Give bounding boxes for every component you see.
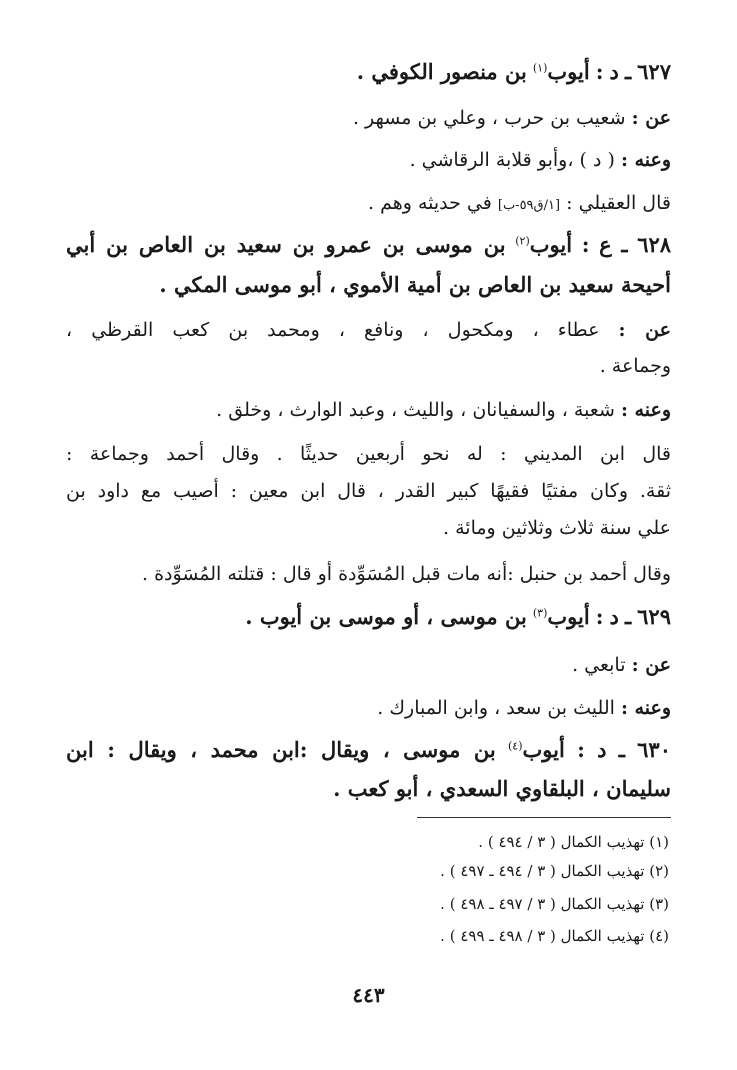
entry-628-wanhu: وعنه : شعبة ، والسفيانان ، والليث ، وعبد الوارث ، وخلق .	[216, 399, 671, 421]
footnote-2: (٢) تهذيب الكمال ( ٣ / ٤٩٤ ـ ٤٩٧ ) .	[440, 862, 669, 880]
entry-rest: بن موسى ، أو موسى بن أيوب .	[245, 604, 527, 629]
manuscript-ref: [١/ق٥٩-ب]	[497, 198, 561, 213]
entry-628-qala-2: ثقة. وكان مفتيًا فقيهًا كبير القدر ، قال ابن معين : أصيب مع داود بن	[66, 480, 671, 502]
entry-code: ع	[599, 232, 612, 257]
entry-heading-628: ٦٢٨ ـ ع : أيوب$^{(٢)}$ بن موسى بن عمرو بن سعيد بن العاص بن أبي	[66, 232, 672, 257]
footnote-ref: (٤)	[507, 739, 523, 753]
entry-629-an: عن : تابعي .	[572, 654, 671, 676]
entry-heading-629: ٦٢٩ ـ د : أيوب$^{(٣)}$ بن موسى ، أو موسى بن أيوب .	[245, 604, 671, 629]
entry-number: ٦٢٩	[637, 604, 671, 629]
entry-628-qala-1: قال ابن المديني : له نحو أربعين حديثًا . وقال أحمد وجماعة :	[66, 443, 671, 465]
entry-name: أيوب	[529, 232, 573, 257]
entry-627-an: عن : شعيب بن حرب ، وعلي بن مسهر .	[352, 107, 671, 129]
footnote-1: (١) تهذيب الكمال ( ٣ / ٤٩٤ ) .	[478, 833, 669, 851]
entry-number: ٦٢٨	[637, 232, 672, 257]
entry-number: ٦٣٠	[637, 737, 671, 762]
entry-628-qala-4: وقال أحمد بن حنبل :أنه مات قبل المُسَوِّدة أو قال : قتلته المُسَوِّدة .	[142, 563, 671, 585]
entry-rest: بن موسى بن عمرو بن سعيد بن العاص بن أبي	[66, 232, 506, 257]
entry-code: د	[609, 604, 619, 629]
entry-628-qala-3: علي سنة ثلاث وثلاثين ومائة .	[443, 517, 671, 539]
entry-627-wanhu: وعنه : ( د ) ،وأبو قلابة الرقاشي .	[409, 149, 671, 171]
entry-627-qala: قال العقيلي : [١/ق٥٩-ب] في حديثه وهم .	[367, 192, 671, 214]
entry-heading-630-line2: سليمان ، البلقاوي السعدي ، أبو كعب .	[333, 776, 671, 801]
entry-number: ٦٢٧	[637, 59, 671, 84]
entry-name: أيوب	[522, 737, 565, 762]
footnote-ref: (٣)	[532, 606, 548, 620]
entry-name: أيوب	[547, 59, 590, 84]
footnote-ref: (٢)	[515, 234, 530, 248]
entry-heading-628-line2: أحيحة سعيد بن العاص بن أمية الأموي ، أبو موسى المكي .	[159, 272, 671, 297]
entry-629-wanhu: وعنه : الليث بن سعد ، وابن المبارك .	[377, 697, 671, 719]
entry-rest: بن منصور الكوفي .	[356, 59, 527, 84]
entry-628-an: عن : عطاء ، ومكحول ، ونافع ، ومحمد بن كعب القرظي ،	[66, 319, 671, 341]
entry-heading-630: ٦٣٠ ـ د : أيوب$^{(٤)}$ بن موسى ، ويقال :ابن محمد ، ويقال : ابن	[66, 737, 671, 762]
footnote-4: (٤) تهذيب الكمال ( ٣ / ٤٩٨ ـ ٤٩٩ ) .	[440, 927, 669, 945]
footnote-ref: (١)	[532, 61, 548, 75]
footnote-divider	[417, 817, 671, 818]
footnote-3: (٣) تهذيب الكمال ( ٣ / ٤٩٧ ـ ٤٩٨ ) .	[440, 895, 669, 913]
entry-code: د	[597, 737, 607, 762]
page-number: ٤٤٣	[352, 983, 385, 1007]
entry-heading-627: ٦٢٧ ـ د : أيوب$^{(١)}$ بن منصور الكوفي .	[356, 59, 671, 84]
entry-code: د	[609, 59, 619, 84]
entry-name: أيوب	[547, 604, 590, 629]
entry-rest: بن موسى ، ويقال :ابن محمد ، ويقال : ابن	[66, 737, 496, 762]
entry-628-an-line2: وجماعة .	[599, 355, 671, 377]
